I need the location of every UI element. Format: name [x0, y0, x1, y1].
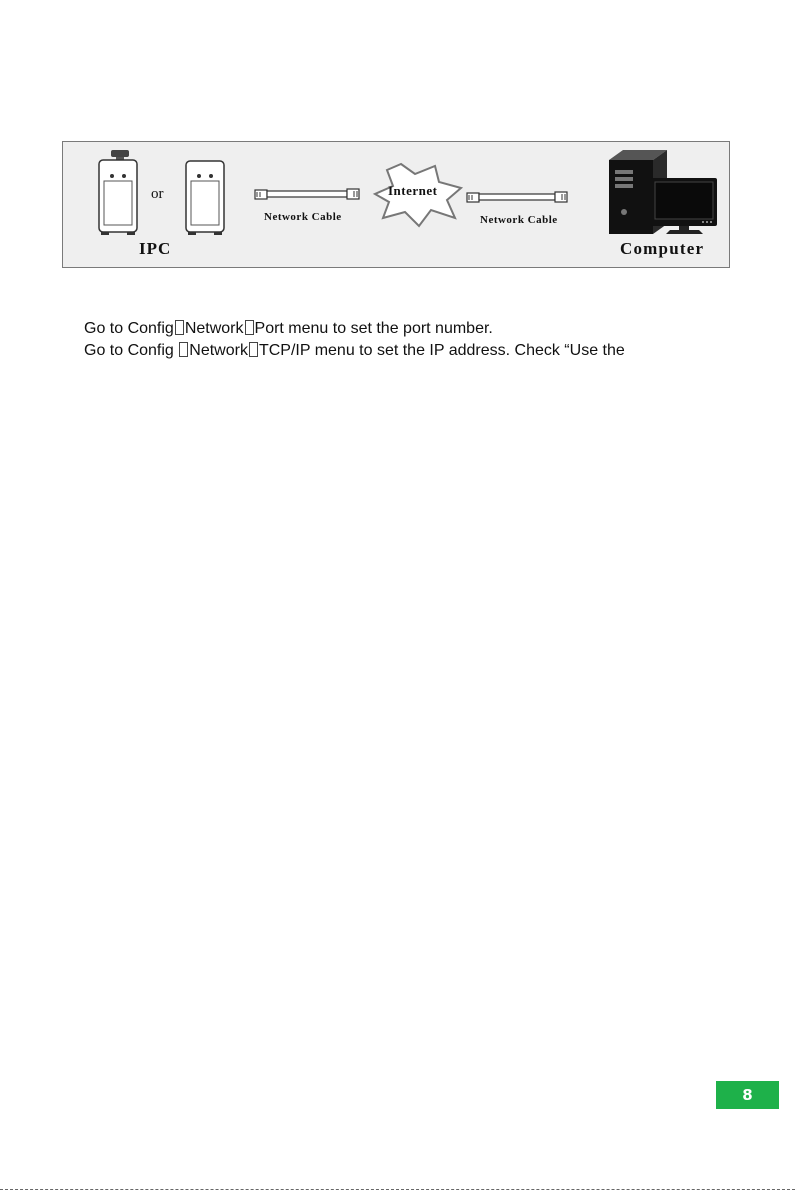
instruction-line-tcpip [84, 342, 625, 360]
computer-label: Computer [620, 239, 705, 258]
line2-part1: Go to Config [84, 342, 179, 359]
computer-monitor-icon [651, 178, 717, 234]
arrow-placeholder-icon [249, 342, 258, 357]
instruction-line-port [84, 320, 493, 338]
internet-label: Internet [388, 183, 438, 198]
network-cable-left-icon [255, 189, 359, 199]
arrow-placeholder-icon [179, 342, 188, 357]
line2-part2: Network [189, 342, 248, 359]
network-cable-right-icon [467, 192, 567, 202]
arrow-placeholder-icon [175, 320, 184, 335]
ipc-label: IPC [139, 239, 172, 258]
ipc-device-with-camera-icon [99, 150, 137, 235]
line1-part3: Port menu to set the port number. [254, 320, 493, 337]
network-cable-left-label: Network Cable [264, 211, 342, 223]
page-bottom-divider [0, 1189, 795, 1190]
or-label: or [151, 186, 164, 202]
line1-part2: Network [184, 320, 244, 337]
ipc-device-icon [186, 161, 224, 235]
network-diagram [62, 141, 730, 268]
arrow-placeholder-icon [245, 320, 254, 335]
page-number-badge: 8 [716, 1081, 779, 1109]
line2-part3: TCP/IP menu to set the IP address. Check “Use the [258, 342, 625, 359]
line1-part1: Go to Config [84, 320, 174, 337]
network-cable-right-label: Network Cable [480, 214, 558, 226]
